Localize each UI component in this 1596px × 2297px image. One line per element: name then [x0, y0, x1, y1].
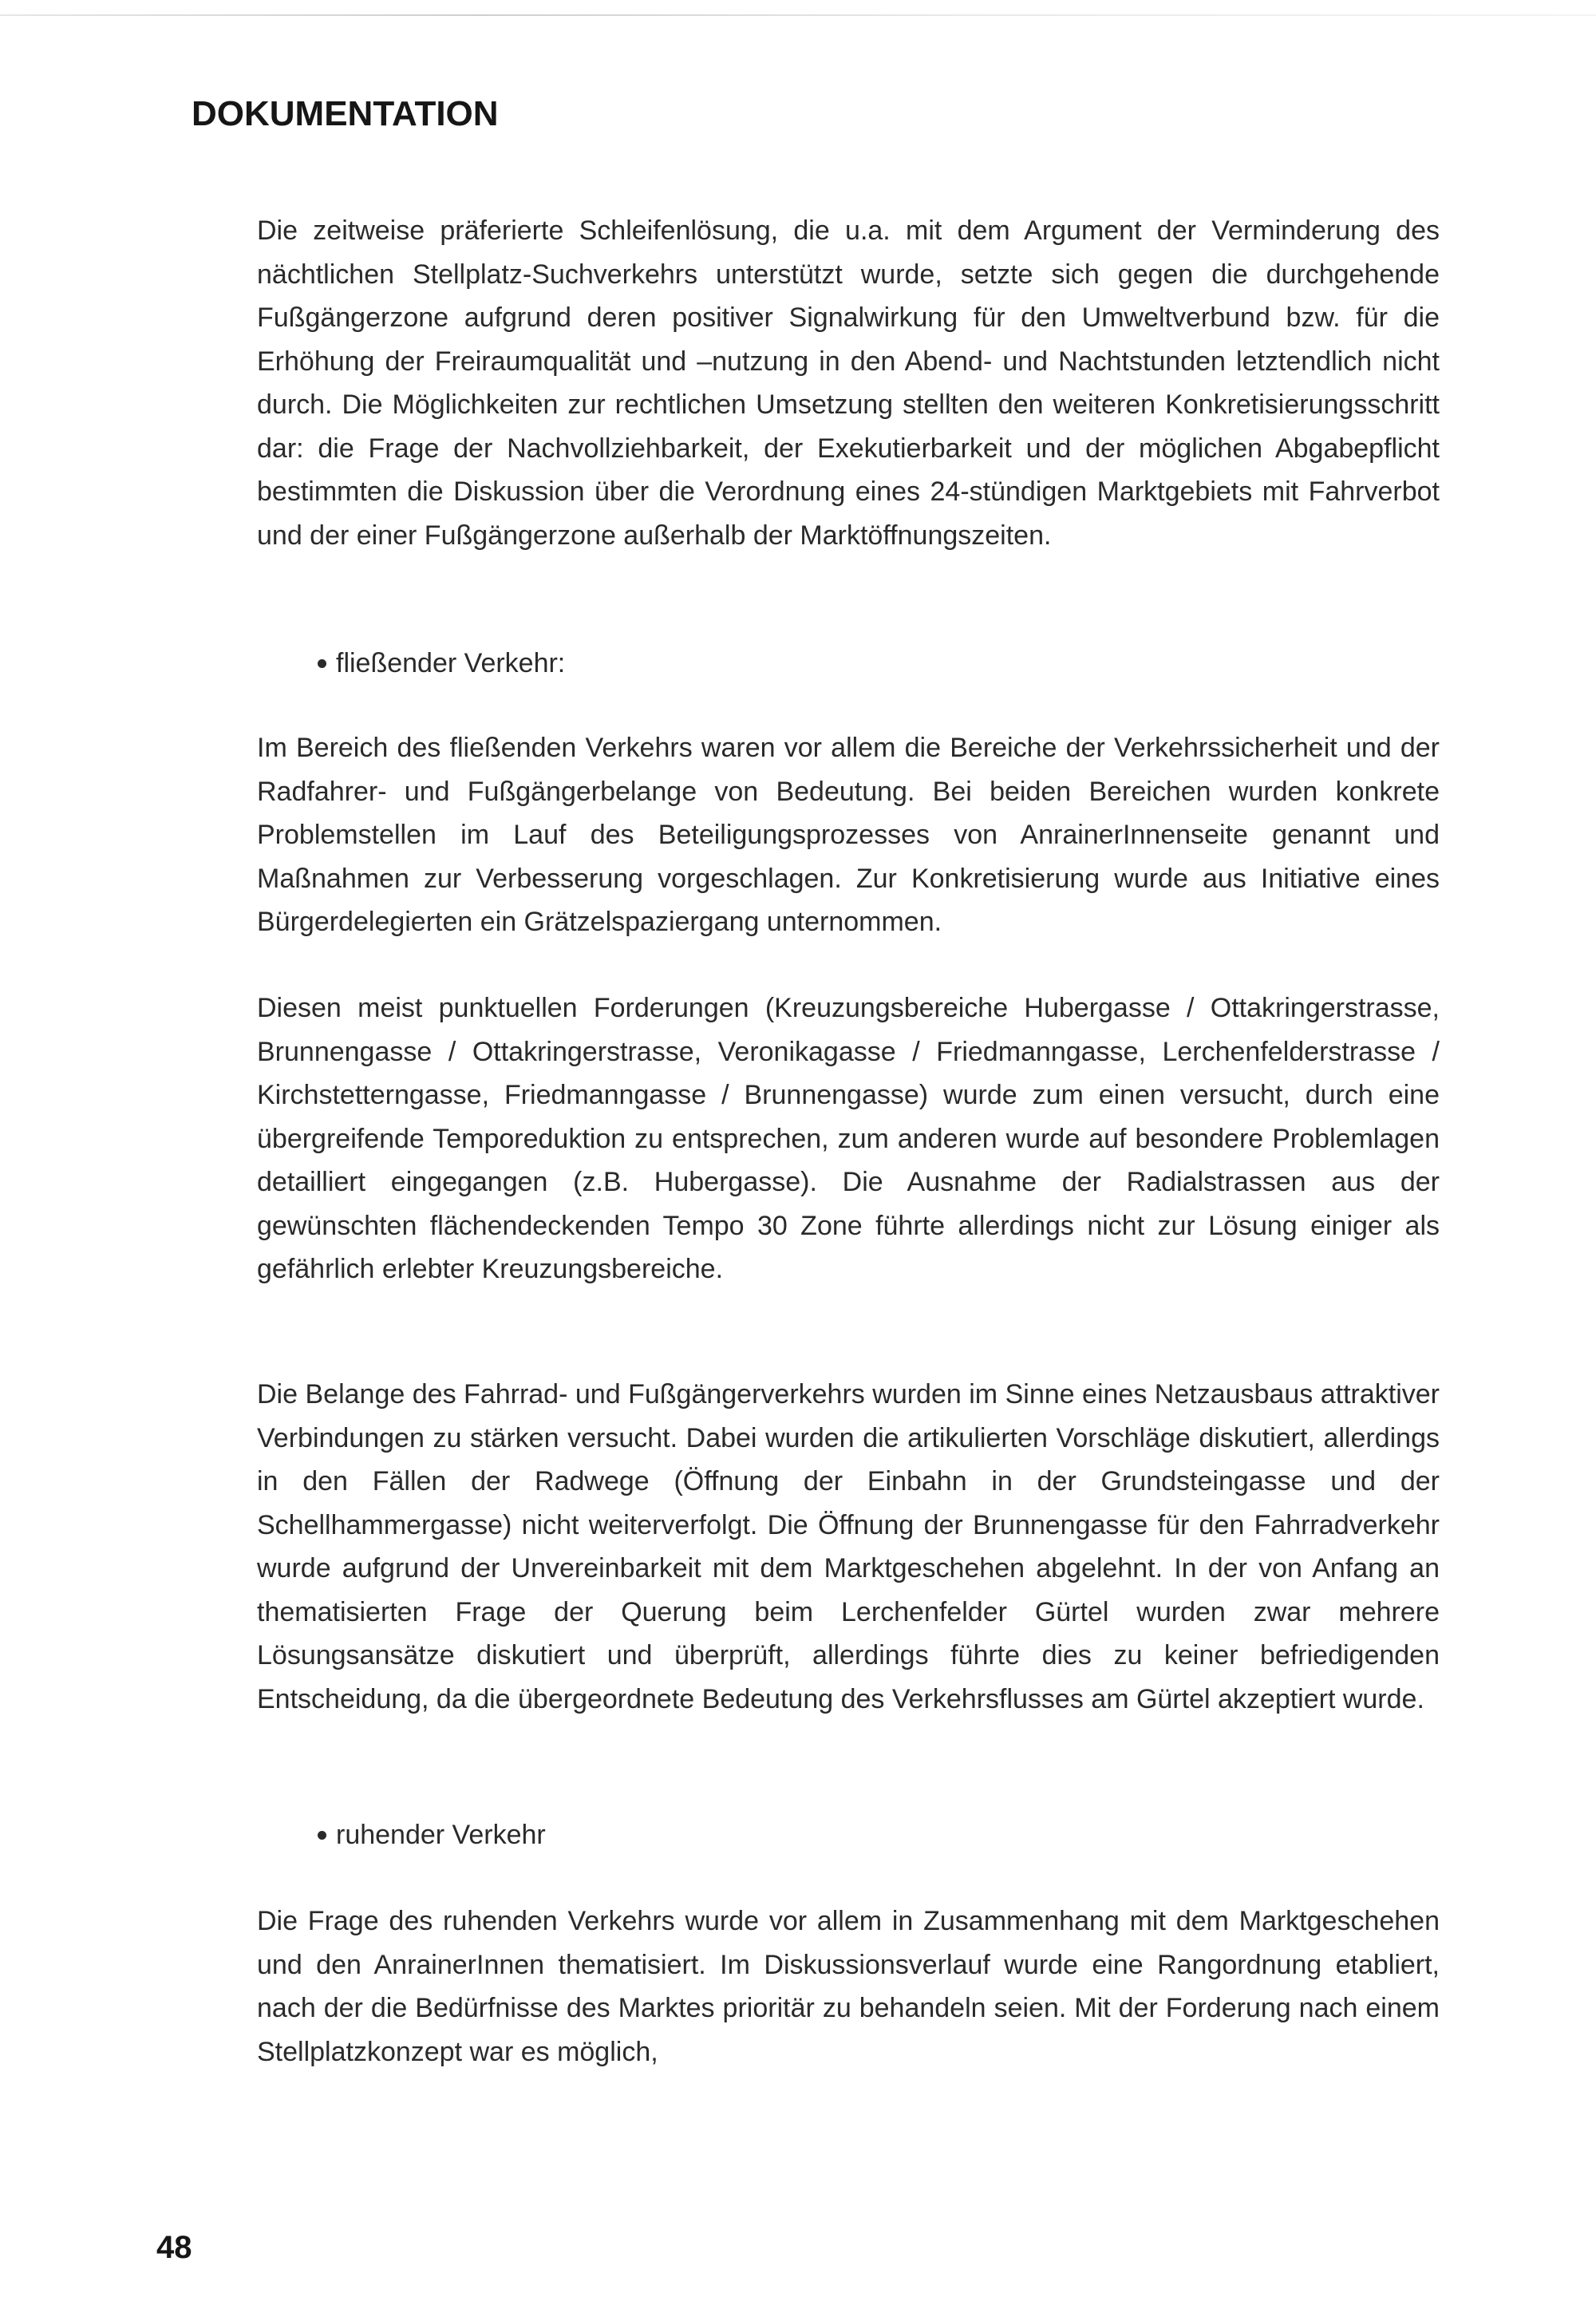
bullet-label: ruhender Verkehr	[336, 1820, 546, 1850]
paragraph-schleifenloesung: Die zeitweise präferierte Schleifenlösung, die u.a. mit dem Argument der Verminderung des nächtlichen Stellplatz-Suchverkehrs unterstützt wurde, setzte sich gegen die durchgehende Fußgängerzone aufgrund deren positiver Signalwirkung für den Umweltverbund bzw. für die Erhöhung der Freiraumqualität und –nutzung in den Abend- und Nachtstunden letztendlich nicht durch. Die Möglichkeiten zur rechtlichen Umsetzung stellten den weiteren Konkretisierungsschritt dar: die Frage der Nachvollziehbarkeit, der Exekutierbarkeit und der möglichen Abgabepflicht bestimmten die Diskussion über die Verordnung eines 24-stündigen Marktgebiets mit Fahrverbot und der einer Fußgängerzone außerhalb der Marktöffnungszeiten.	[257, 215, 1440, 551]
scan-edge-line	[0, 14, 1596, 16]
paragraph-fahrrad-fussgaenger: Die Belange des Fahrrad- und Fußgängerverkehrs wurden im Sinne eines Netzausbaus attraktiver Verbindungen zu stärken versucht. Dabei wurden die artikulierten Vorschläge diskutiert, allerdings in den Fällen der Radwege (Öffnung der Einbahn in der Grundsteingasse und der Schellhammergasse) nicht weiterverfolgt. Die Öffnung der Brunnengasse für den Fahrradverkehr wurde aufgrund der Unvereinbarkeit mit dem Marktgeschehen abgelehnt. In der von Anfang an thematisierten Frage der Querung beim Lerchenfelder Gürtel wurden zwar mehrere Lösungsansätze diskutiert und überprüft, allerdings führte dies zu keiner befriedigenden Entscheidung, da die übergeordnete Bedeutung des Verkehrsflusses am Gürtel akzeptiert wurde.	[257, 1379, 1440, 1714]
page-number: 48	[156, 2230, 192, 2265]
bullet-label: fließender Verkehr:	[336, 648, 566, 678]
paragraph-ruhender-verkehr: Die Frage des ruhenden Verkehrs wurde vor allem in Zusammenhang mit dem Marktgeschehen und den AnrainerInnen thematisiert. Im Diskussionsverlauf wurde eine Rangordnung etabliert, nach der die Bedürfnisse des Marktes prioritär zu behandeln seien. Mit der Forderung nach einem Stellplatzkonzept war es möglich,	[257, 1906, 1440, 2067]
bullet-dot-icon	[318, 1831, 326, 1840]
bullet-fliessender-verkehr	[318, 642, 565, 685]
bullet-ruhender-verkehr	[318, 1813, 546, 1856]
paragraph-punktuelle-forderungen: Diesen meist punktuellen Forderungen (Kreuzungsbereiche Hubergasse / Ottakringerstrasse, Brunnengasse / Ottakringerstrasse, Veronikagasse / Friedmanngasse, Lerchenfelderstrasse / Kirchstetterngasse, Friedmanngasse / Brunnengasse) wurde zum einen versucht, durch eine übergreifende Temporeduktion zu entsprechen, zum anderen wurde auf besondere Problemlagen detailliert eingegangen (z.B. Hubergasse). Die Ausnahme der Radialstrassen aus der gewünschten flächendeckenden Tempo 30 Zone führte allerdings nicht zur Lösung einiger als gefährlich erlebter Kreuzungsbereiche.	[257, 993, 1440, 1284]
bullet-dot-icon	[318, 659, 326, 668]
paragraph-fliessender-verkehr: Im Bereich des fließenden Verkehrs waren vor allem die Bereiche der Verkehrssicherheit und der Radfahrer- und Fußgängerbelange von Bedeutung. Bei beiden Bereichen wurden konkrete Problemstellen im Lauf des Beteiligungsprozesses von AnrainerInnenseite genannt und Maßnahmen zur Verbesserung vorgeschlagen. Zur Konkretisierung wurde aus Initiative eines Bürgerdelegierten ein Grätzelspaziergang unternommen.	[257, 733, 1440, 937]
page-header-title: DOKUMENTATION	[192, 94, 499, 133]
